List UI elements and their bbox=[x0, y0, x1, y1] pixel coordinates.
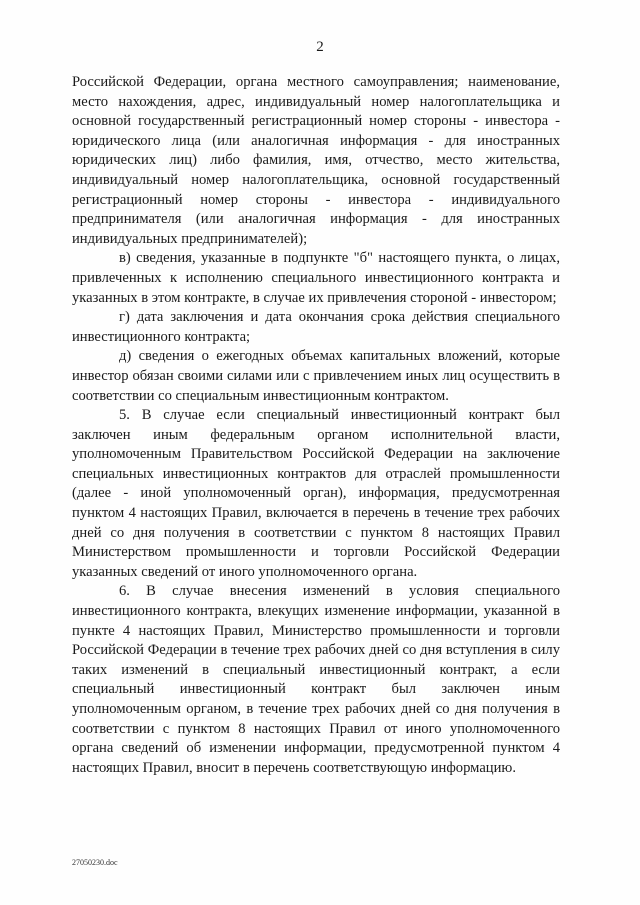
paragraph-item-d: д) сведения о ежегодных объемах капитальных вложений, которые инвестор обязан своими силами или с привлечением иных лиц осуществить в соответствии со специальным инвестиционным контрактом. bbox=[72, 348, 560, 404]
paragraph-clause-6: 6. В случае внесения изменений в условия специального инвестиционного контракта, влекущих изменение информации, указанной в пункте 4 настоящих Правил, Министерство промышленности и торговли Российской Федерации в течение трех рабочих дней со дня вступления в силу таких изменений в специальный инвестиционный контракт, а если специальный инвестиционный контракт был заключен иным уполномоченным органом, в течение трех рабочих дней со дня получения в соответствии с пунктом 8 настоящих Правил от иного уполномоченного органа сведений об изменении информации, предусмотренной пунктом 4 настоящих Правил, вносит в перечень соответствующую информацию. bbox=[72, 583, 560, 776]
page-number: 2 bbox=[316, 39, 324, 55]
paragraph-item-v: в) сведения, указанные в подпункте "б" настоящего пункта, о лицах, привлеченных к исполнению специального инвестиционного контракта и указанных в этом контракте, в случае их привлечения стороной - инвестором; bbox=[72, 250, 560, 306]
paragraph-item-g: г) дата заключения и дата окончания срока действия специального инвестиционного контракта; bbox=[72, 309, 560, 345]
document-file-code: 27050230.doc bbox=[72, 858, 118, 867]
document-body bbox=[72, 73, 560, 778]
paragraph-clause-5: 5. В случае если специальный инвестиционный контракт был заключен иным федеральным органом исполнительной власти, уполномоченным Правительством Российской Федерации на заключение специальных инвестиционных контрактов для отраслей промышленности (далее - иной уполномоченный орган), информация, предусмотренная пунктом 4 настоящих Правил, включается в перечень в течение трех рабочих дней со дня получения в соответствии с пунктом 8 настоящих Правил Министерством промышленности и торговли Российской Федерации указанных сведений от иного уполномоченного органа. bbox=[72, 407, 560, 580]
paragraph-continuation: Российской Федерации, органа местного самоуправления; наименование, место нахождения, адрес, индивидуальный номер налогоплательщика и основной государственный регистрационный номер стороны - инвестора - юридического лица (или аналогичная информация - для иностранных юридических лиц) либо фамилия, имя, отчество, место жительства, индивидуальный номер налогоплательщика, основной государственный регистрационный номер стороны - инвестора - индивидуального предпринимателя (или аналогичная информация - для иностранных индивидуальных предпринимателей); bbox=[72, 74, 560, 247]
